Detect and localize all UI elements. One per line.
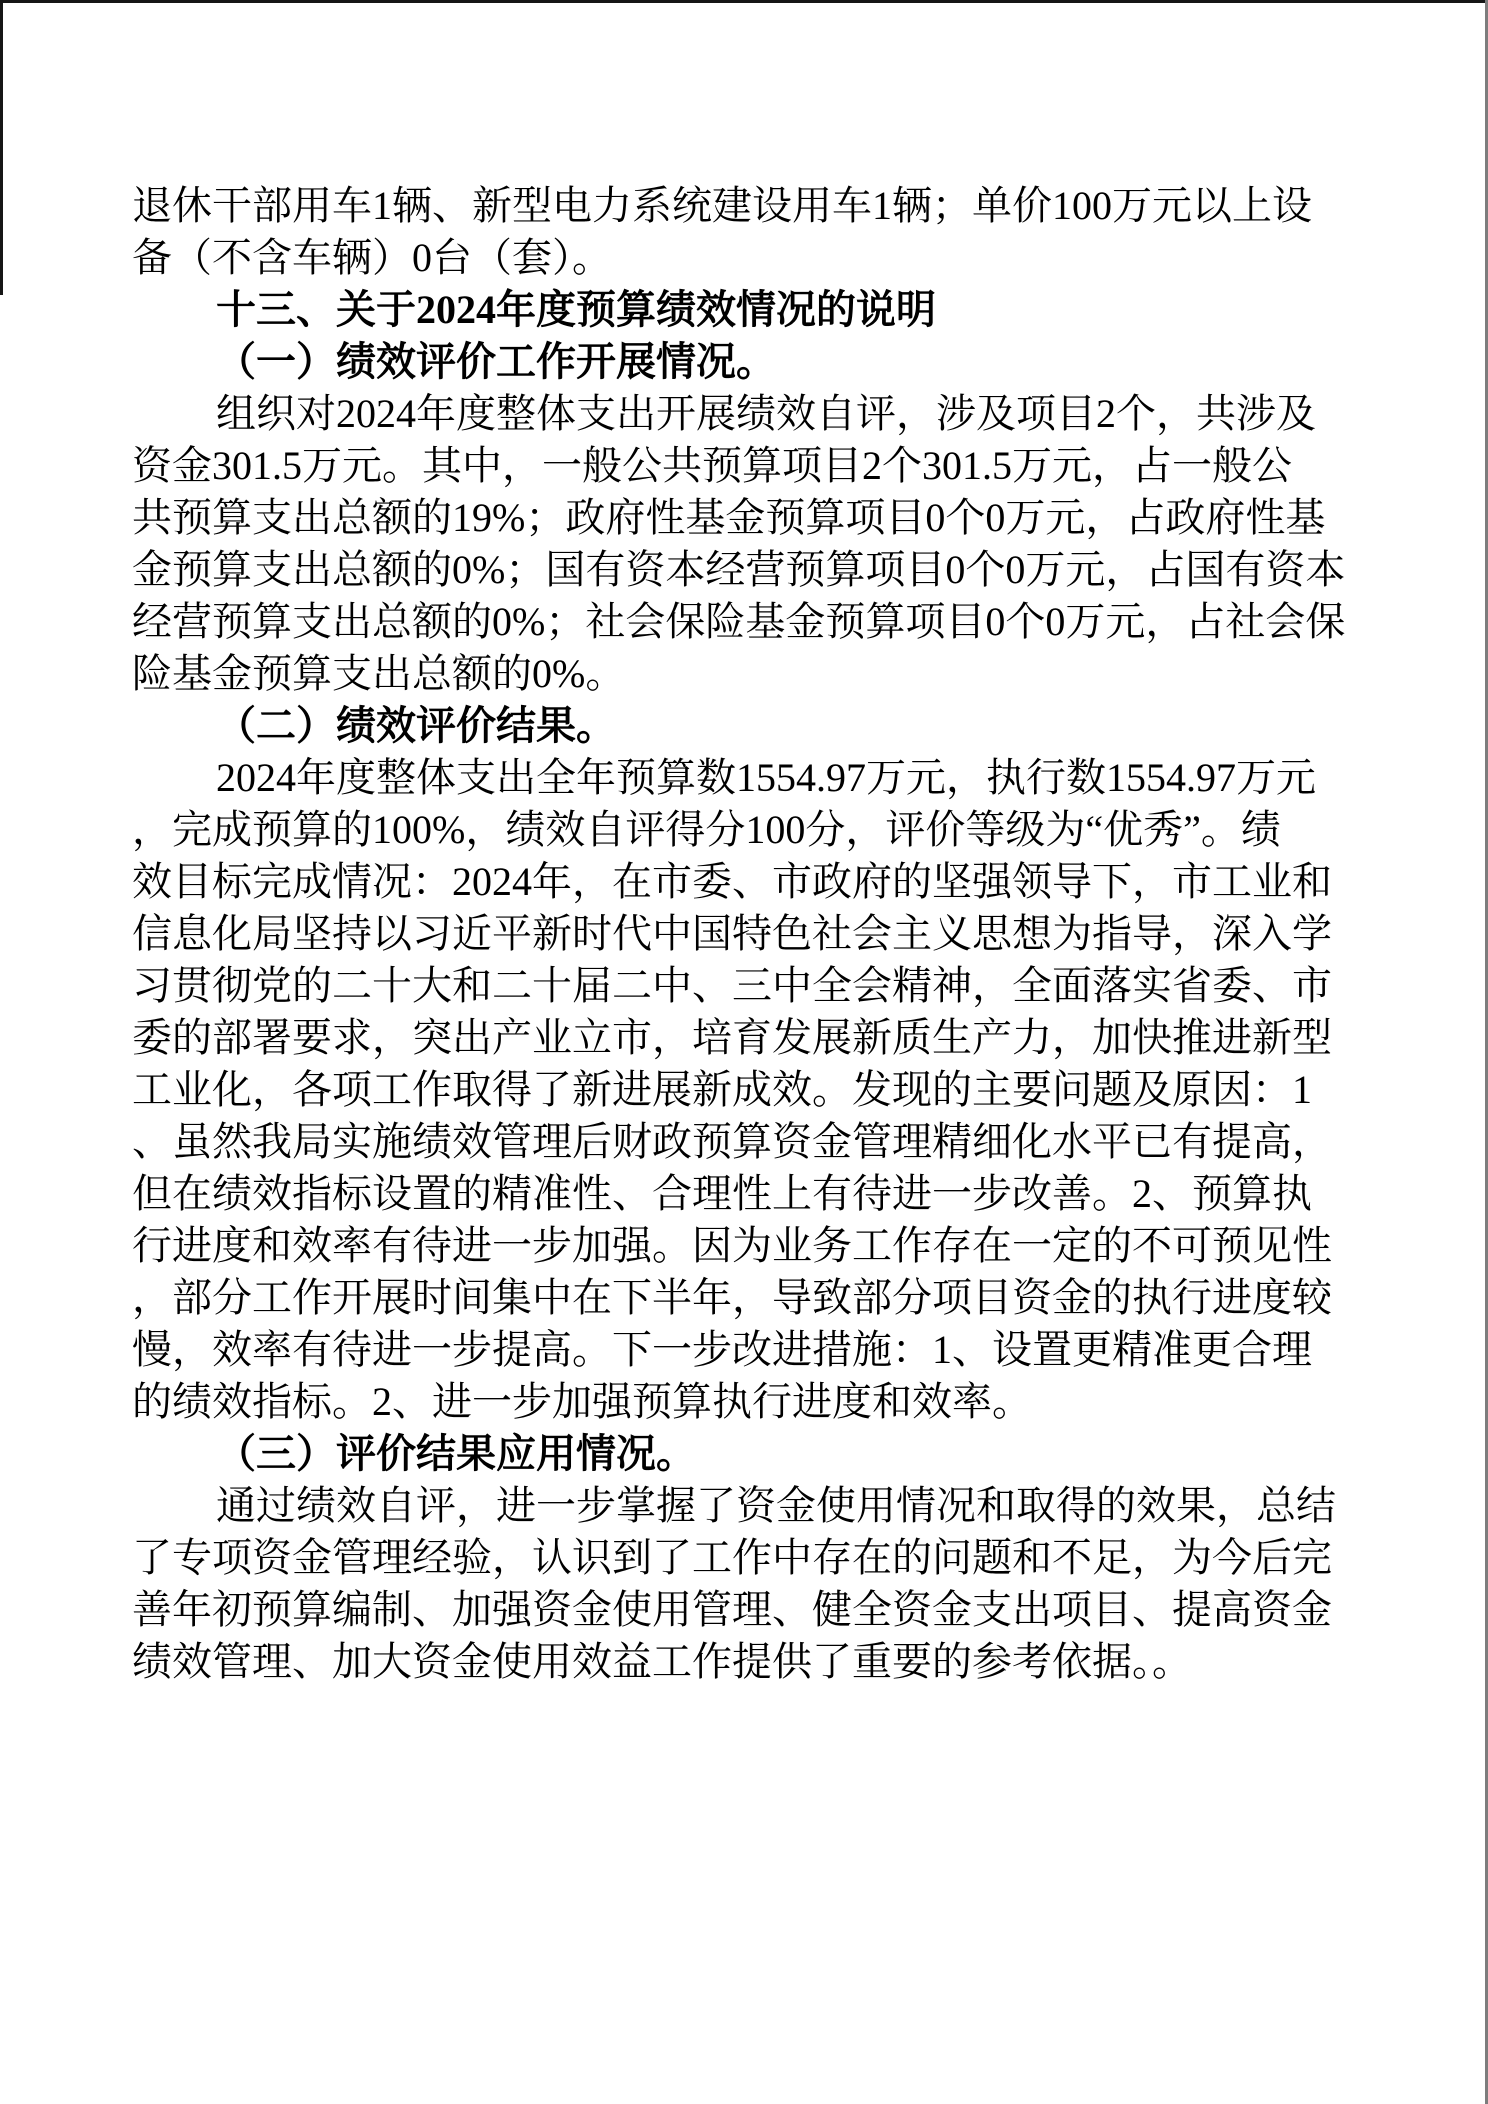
text-line: 善年初预算编制、加强资金使用管理、健全资金支出项目、提高资金 [132,1587,1332,1632]
text-line: 但在绩效指标设置的精准性、合理性上有待进一步改善。2、预算执 [132,1171,1312,1216]
text-line: 的绩效指标。2、进一步加强预算执行进度和效率。 [132,1379,1032,1424]
page-top-edge-line [0,0,1488,3]
text-line: 经营预算支出总额的0%；社会保险基金预算项目0个0万元，占社会保 [132,599,1346,644]
text-line: 组织对2024年度整体支出开展绩效自评，涉及项目2个，共涉及 [216,391,1316,436]
text-line: 共预算支出总额的19%；政府性基金预算项目0个0万元，占政府性基 [132,495,1326,540]
text-line: 效目标完成情况：2024年，在市委、市政府的坚强领导下，市工业和 [132,859,1332,904]
text-line: 险基金预算支出总额的0%。 [132,651,626,696]
section-13-heading: 十三、关于2024年度预算绩效情况的说明 [216,287,936,332]
text-line: 通过绩效自评，进一步掌握了资金使用情况和取得的效果，总结 [216,1483,1336,1528]
text-line: 金预算支出总额的0%；国有资本经营预算项目0个0万元，占国有资本 [132,547,1346,592]
text-line: 工业化，各项工作取得了新进展新成效。发现的主要问题及原因：1 [132,1067,1312,1112]
text-line: 绩效管理、加大资金使用效益工作提供了重要的参考依据。。 [132,1639,1192,1684]
text-line: 退休干部用车1辆、新型电力系统建设用车1辆；单价100万元以上设 [132,183,1312,228]
text-line: ，完成预算的100%，绩效自评得分100分，评价等级为“优秀”。绩 [132,807,1281,852]
text-line: ，部分工作开展时间集中在下半年，导致部分项目资金的执行进度较 [132,1275,1332,1320]
text-line: 了专项资金管理经验，认识到了工作中存在的问题和不足，为今后完 [132,1535,1332,1580]
text-line: 信息化局坚持以习近平新时代中国特色社会主义思想为指导，深入学 [132,911,1332,956]
text-line: 2024年度整体支出全年预算数1554.97万元，执行数1554.97万元 [216,755,1316,800]
subsection-1-heading: （一）绩效评价工作开展情况。 [216,339,776,384]
text-line: 、虽然我局实施绩效管理后财政预算资金管理精细化水平已有提高， [132,1119,1332,1164]
text-line: 慢，效率有待进一步提高。下一步改进措施：1、设置更精准更合理 [132,1327,1312,1372]
text-line: 习贯彻党的二十大和二十届二中、三中全会精神，全面落实省委、市 [132,963,1332,1008]
subsection-2-heading: （二）绩效评价结果。 [216,703,616,748]
text-line: 备（不含车辆）0台（套）。 [132,235,612,280]
document-body-text [132,180,1346,1688]
text-line: 行进度和效率有待进一步加强。因为业务工作存在一定的不可预见性 [132,1223,1332,1268]
text-line: 委的部署要求，突出产业立市，培育发展新质生产力，加快推进新型 [132,1015,1332,1060]
page-left-edge-line [0,0,3,295]
subsection-3-heading: （三）评价结果应用情况。 [216,1431,696,1476]
text-line: 资金301.5万元。其中，一般公共预算项目2个301.5万元，占一般公 [132,443,1292,488]
